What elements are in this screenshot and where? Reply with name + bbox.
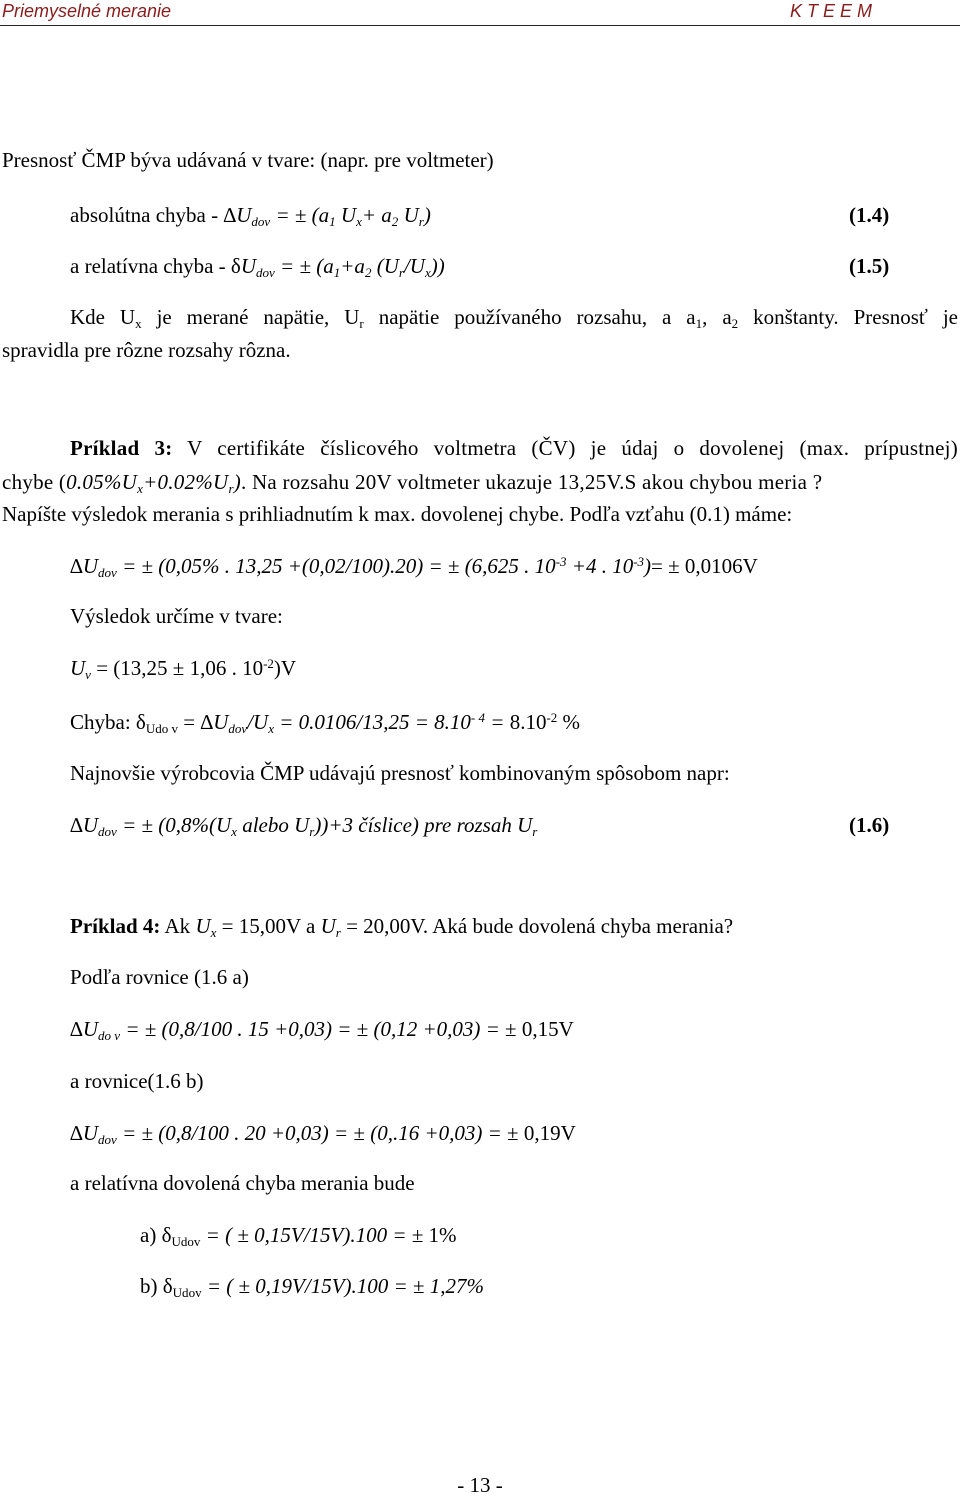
example-4-rovnice-b: a rovnice(1.6 b) <box>70 1069 204 1093</box>
example-4-calc-b: $\Delta U_{dov}$ = ± (0,8/100 . 20 +0,03) = ± (0,.16 +0,03) = ± 0,19V <box>70 1121 576 1147</box>
header-department: K T E E M <box>789 1 872 21</box>
example-3-calculation: $\Delta U_{dov}$ = ± (0,05% . 13,25 +(0,02/100).20) = ± (6,625 . $10^{-3} +4$ . $10^{-3})= \pm 0,0106V$ <box>70 553 758 580</box>
equation-number-1-4: (1.4) <box>849 203 890 227</box>
equation-number-1-6: (1.6) <box>849 813 890 837</box>
example-3-line3: Napíšte výsledok merania s prihliadnutím k max. dovolenej chybe. Podľa vzťahu (0.1) máme: <box>2 502 793 526</box>
example-3-line1: Príklad 3: V certifikáte číslicového voltmetra (ČV) je údaj o dovolenej (max. prípustnej) <box>70 436 958 460</box>
example-3-label: Príklad 3: <box>70 436 173 460</box>
relative-error-b: b) $\delta_{Udov}$ = ( ± 0,19V/15V).100 = ± 1,27% <box>140 1274 484 1300</box>
equation-1-6: $\Delta U_{dov}$ = ± ($0,8\%(U_x$ alebo $U_r))+3$ číslice) pre rozsah $U_r$ <box>70 813 538 839</box>
manufacturers-text: Najnovšie výrobcovia ČMP udávajú presnosť kombinovaným spôsobom napr: <box>70 761 730 785</box>
equation-1-5: a relatívna chyba - $\delta U_{dov}$ = ± ($a_1+a_2$ $(U_r/U_x)$) <box>70 254 445 280</box>
result-label: Výsledok určíme v tvare: <box>70 604 283 628</box>
page-header <box>0 0 960 24</box>
page-number: - 13 - <box>457 1473 503 1497</box>
equation-1-4: absolútna chyba - $\Delta U_{dov}$ = ± ($a_1$ $U_x+ a_2$ $U_r$) <box>70 203 431 229</box>
kde-paragraph-line2: spravidla pre rôzne rozsahy rôzna. <box>2 338 291 362</box>
equation-number-1-5: (1.5) <box>849 254 890 278</box>
example-4-label: Príklad 4: <box>70 914 161 938</box>
intro-text: Presnosť ČMP býva udávaná v tvare: (napr. pre voltmeter) <box>2 148 494 172</box>
kde-paragraph-line1: Kde $U_x$ je merané napätie, $U_r$ napätie používaného rozsahu, a $a_1$, $a_2$ konštanty. Presnosť je <box>70 305 959 331</box>
example-4-calc-a: $\Delta U_{do v}$ = ± (0,8/100 . 15 +0,03) = ± (0,12 +0,03) = ± 0,15V <box>70 1017 574 1043</box>
example-3-line2: chybe $(0.05\%U_x+0.02\%U_r)$. Na rozsahu 20V voltmeter ukazuje 13,25V.S akou chybou meria ? <box>2 470 823 496</box>
error-calculation: Chyba: $\delta_{Udo v} = \Delta U_{dov}/U_x = 0.0106/13,25 = 8.10^{- 4} = 8.10^{-2}$ % <box>70 709 581 736</box>
example-4-podla: Podľa rovnice (1.6 a) <box>70 965 249 989</box>
example-4-statement: Príklad 4: Ak $U_x = 15,00V$ a $U_r = 20,00V$. Aká bude dovolená chyba merania? <box>70 914 734 940</box>
header-title: Priemyselné meranie <box>2 1 172 21</box>
header-rule <box>0 25 960 26</box>
result-value: $U_v = (13,25 \pm 1,06$ . $10^{-2})V$ <box>70 655 297 682</box>
relative-error-text: a relatívna dovolená chyba merania bude <box>70 1171 415 1195</box>
relative-error-a: a) $\delta_{Udov}$ = ( ± 0,15V/15V).100 = ± 1% <box>140 1223 457 1249</box>
